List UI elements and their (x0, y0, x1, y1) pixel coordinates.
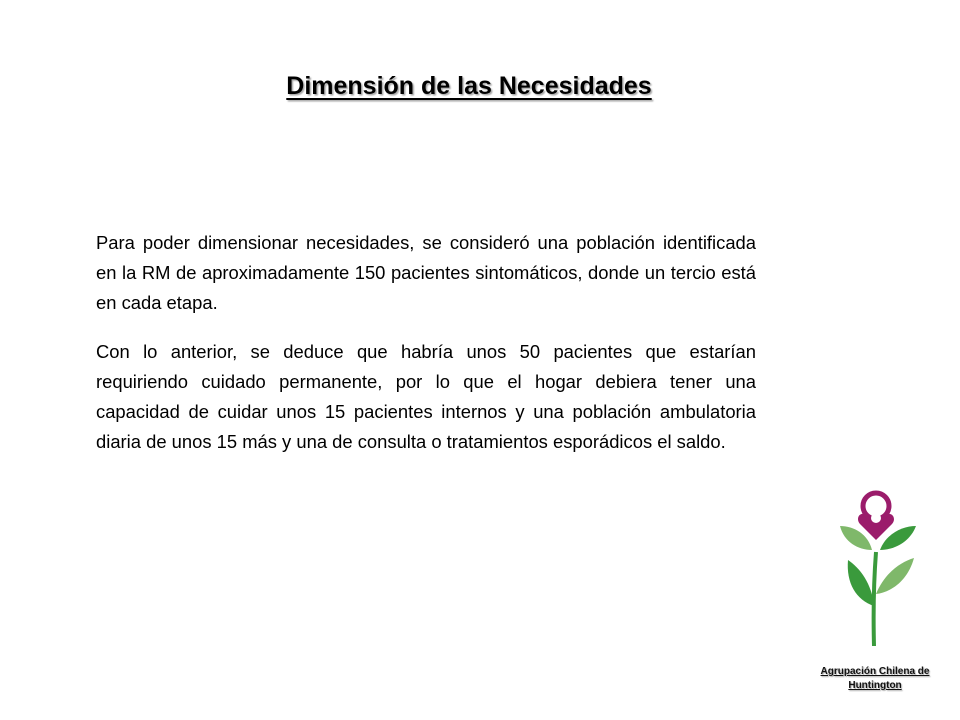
flower-heart-logo-icon (836, 488, 920, 648)
paragraph-population: Para poder dimensionar necesidades, se consideró una población identificada en la RM de aproximadamente 150 pacientes sintomáticos, donde un tercio está en cada etapa. (96, 232, 756, 313)
slide-body (96, 228, 756, 476)
caption-line-1: Agrupación Chilena de (820, 666, 930, 677)
slide-title: Dimensión de las Necesidades (286, 72, 652, 100)
logo-caption (800, 665, 950, 693)
paragraph-needs: Con lo anterior, se deduce que habría unos 50 pacientes que estarían requiriendo cuidado permanente, por lo que el hogar debiera tener una capacidad de cuidar unos 15 pacientes internos y una población ambulatoria diaria de unos 15 más y una de consulta o tratamientos esporádicos el saldo. (96, 341, 756, 452)
caption-line-2: Huntington (848, 680, 902, 691)
